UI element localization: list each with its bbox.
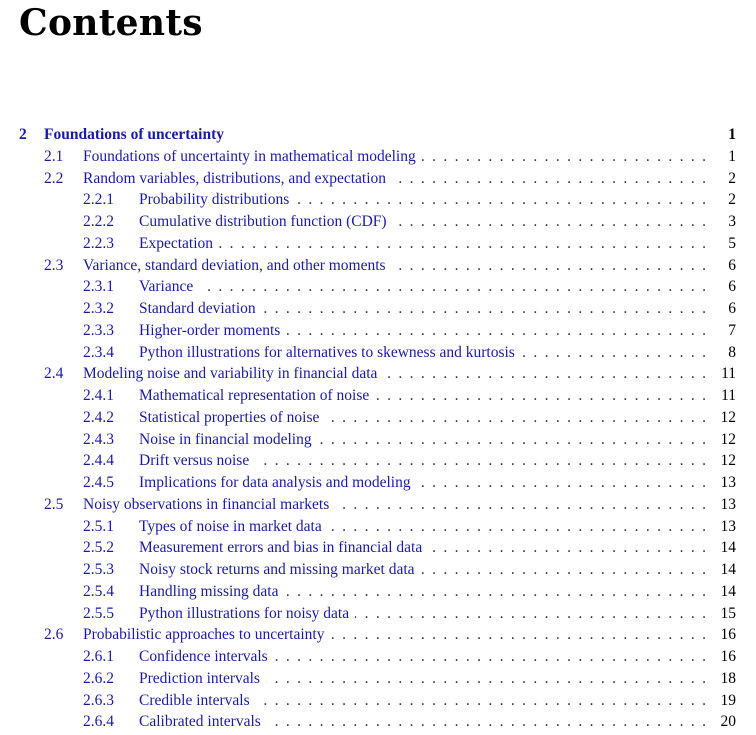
toc-section-entry[interactable] xyxy=(0,624,756,646)
toc-entry-page: 2 xyxy=(728,191,736,209)
toc-entry-page: 19 xyxy=(720,691,736,709)
toc-subsection-entry[interactable] xyxy=(0,320,756,342)
toc-subsection-entry[interactable] xyxy=(0,603,756,625)
toc-entry-number[interactable]: 2.2.1 xyxy=(83,191,114,209)
toc-leader-dots xyxy=(318,429,706,451)
toc-entry-page: 11 xyxy=(721,365,736,383)
toc-leader-dots xyxy=(267,711,706,733)
toc-entry-page: 5 xyxy=(728,234,736,252)
toc-entry-number[interactable]: 2.1 xyxy=(44,147,64,165)
toc-entry-number[interactable]: 2.2.3 xyxy=(83,234,114,252)
toc-subsection-entry[interactable] xyxy=(0,711,756,733)
toc-entries xyxy=(0,146,756,733)
toc-leader-dots xyxy=(262,298,706,320)
toc-subsection-entry[interactable] xyxy=(0,646,756,668)
toc-subsection-entry[interactable] xyxy=(0,559,756,581)
toc-entry-title[interactable]: Python illustrations for noisy data xyxy=(139,604,350,622)
toc-leader-dots xyxy=(417,472,706,494)
toc-leader-dots xyxy=(521,342,706,364)
toc-entry-title[interactable]: Probability distributions xyxy=(139,191,290,209)
page-title: Contents xyxy=(19,2,203,44)
toc-entry-number[interactable]: 2.3.1 xyxy=(83,278,114,296)
toc-subsection-entry[interactable] xyxy=(0,276,756,298)
toc-subsection-entry[interactable] xyxy=(0,429,756,451)
toc-entry-title[interactable]: Random variables, distributions, and expectation xyxy=(83,169,387,187)
toc-entry-page: 14 xyxy=(720,561,736,578)
toc-subsection-entry[interactable] xyxy=(0,668,756,690)
toc-entry-title[interactable]: Handling missing data xyxy=(139,582,279,600)
toc-entry-page: 13 xyxy=(720,495,736,513)
toc-entry-number[interactable]: 2.4.5 xyxy=(83,474,114,491)
toc-leader-dots xyxy=(375,385,706,407)
toc-entry-title[interactable]: Types of noise in market data xyxy=(139,517,322,535)
toc-subsection-entry[interactable] xyxy=(0,342,756,364)
toc-entry-page: 20 xyxy=(720,713,736,731)
toc-entry-page: 15 xyxy=(720,604,736,622)
toc-leader-dots xyxy=(295,189,706,211)
toc-entry-title[interactable]: Variance, standard deviation, and other moments xyxy=(83,256,386,274)
toc-entry-title[interactable]: Drift versus noise xyxy=(139,452,250,470)
toc-entry-title[interactable]: Statistical properties of noise xyxy=(139,408,320,426)
toc-entry-number[interactable]: 2 xyxy=(19,126,27,143)
toc-entry-title[interactable]: Higher-order moments xyxy=(139,321,281,339)
toc-leader-dots xyxy=(421,559,706,581)
toc-leader-dots xyxy=(335,494,706,516)
toc-subsection-entry[interactable] xyxy=(0,233,756,255)
toc-entry-page: 6 xyxy=(728,300,736,317)
toc-leader-dots xyxy=(393,211,706,233)
toc-entry-number[interactable]: 2.2.2 xyxy=(83,213,114,230)
toc-entry-number[interactable]: 2.4.3 xyxy=(83,430,114,448)
toc-entry-page: 6 xyxy=(728,278,736,296)
toc-entry-title[interactable]: Foundations of uncertainty xyxy=(44,126,224,143)
toc-entry-page: 2 xyxy=(728,169,736,187)
toc-entry-number[interactable]: 2.5.5 xyxy=(83,604,114,622)
toc-leader-dots xyxy=(199,276,706,298)
toc-subsection-entry[interactable] xyxy=(0,450,756,472)
toc-entry-page: 1 xyxy=(728,147,736,165)
toc-leader-dots xyxy=(325,407,706,429)
toc-entry-number[interactable]: 2.4.1 xyxy=(83,387,114,404)
toc-leader-dots xyxy=(285,581,706,603)
toc-entry-title[interactable]: Variance xyxy=(139,278,194,296)
toc-entry-number[interactable]: 2.5.1 xyxy=(83,517,114,535)
toc-entry-title[interactable]: Python illustrations for alternatives to skewness and kurtosis xyxy=(139,343,515,361)
toc-subsection-entry[interactable] xyxy=(0,516,756,538)
toc-entry-page: 13 xyxy=(720,474,736,491)
toc-section-entry[interactable] xyxy=(0,255,756,277)
toc-entry-title[interactable]: Standard deviation xyxy=(139,300,256,317)
toc-leader-dots xyxy=(328,516,706,538)
toc-leader-dots xyxy=(392,255,706,277)
toc-entry-number[interactable]: 2.4.4 xyxy=(83,452,114,470)
toc-entry-title[interactable]: Expectation xyxy=(139,234,214,252)
toc-leader-dots xyxy=(330,624,706,646)
toc-chapter-entry[interactable] xyxy=(0,124,756,146)
toc-leader-dots xyxy=(266,668,706,690)
toc-entry-title[interactable]: Probabilistic approaches to uncertainty xyxy=(83,626,325,644)
toc-entry-title[interactable]: Calibrated intervals xyxy=(139,713,261,731)
toc-entry-page: 1 xyxy=(728,126,736,143)
toc-entry-page: 12 xyxy=(720,452,736,470)
toc-subsection-entry[interactable] xyxy=(0,407,756,429)
toc-section-entry[interactable] xyxy=(0,168,756,190)
toc-entry-title[interactable]: Noisy observations in financial markets xyxy=(83,495,330,513)
toc-entry-title[interactable]: Modeling noise and variability in financial data xyxy=(83,365,378,383)
toc-entry-page: 16 xyxy=(720,626,736,644)
toc-entry-number[interactable]: 2.5.2 xyxy=(83,539,114,557)
toc-subsection-entry[interactable] xyxy=(0,581,756,603)
toc-entry-page: 8 xyxy=(728,343,736,361)
toc-leader-dots xyxy=(355,603,706,625)
toc-section-entry[interactable] xyxy=(0,494,756,516)
toc-entry-number[interactable]: 2.6.2 xyxy=(83,669,114,687)
toc-entry-title[interactable]: Measurement errors and bias in financial data xyxy=(139,539,423,557)
toc-leader-dots xyxy=(256,690,706,712)
toc-entry-number[interactable]: 2.5.3 xyxy=(83,561,114,578)
toc-entry-page: 3 xyxy=(728,213,736,230)
toc-section-entry[interactable] xyxy=(0,363,756,385)
toc-entry-page: 13 xyxy=(720,517,736,535)
toc-entry-title[interactable]: Foundations of uncertainty in mathematical modeling xyxy=(83,147,416,165)
toc-leader-dots xyxy=(392,168,706,190)
toc-entry-number[interactable]: 2.3.2 xyxy=(83,300,114,317)
toc-entry-title[interactable]: Implications for data analysis and modeling xyxy=(139,474,411,491)
toc-entry-title[interactable]: Mathematical representation of noise xyxy=(139,387,370,404)
toc-entry-title[interactable]: Noise in financial modeling xyxy=(139,430,312,448)
toc-subsection-entry[interactable] xyxy=(0,298,756,320)
toc-entry-number[interactable]: 2.6.1 xyxy=(83,648,114,665)
toc-subsection-entry[interactable] xyxy=(0,211,756,233)
toc-section-entry[interactable] xyxy=(0,146,756,168)
toc-subsection-entry[interactable] xyxy=(0,472,756,494)
toc-entry-page: 7 xyxy=(728,321,736,339)
toc-entry-page: 11 xyxy=(721,387,736,404)
toc-entry-number[interactable]: 2.2 xyxy=(44,169,64,187)
toc-leader-dots xyxy=(274,646,706,668)
toc-entry-number[interactable]: 2.5.4 xyxy=(83,582,114,600)
toc-subsection-entry[interactable] xyxy=(0,189,756,211)
toc-entry-page: 6 xyxy=(728,256,736,274)
toc-entry-number[interactable]: 2.4 xyxy=(44,365,64,383)
toc-entry-page: 12 xyxy=(720,408,736,426)
toc-leader-dots xyxy=(428,537,706,559)
toc-entry-number[interactable]: 2.6.3 xyxy=(83,691,114,709)
toc-entry-number[interactable]: 2.4.2 xyxy=(83,408,114,426)
toc-entry-number[interactable]: 2.6.4 xyxy=(83,713,114,731)
toc-entry-number[interactable]: 2.5 xyxy=(44,495,64,513)
toc-subsection-entry[interactable] xyxy=(0,690,756,712)
toc-entry-title[interactable]: Cumulative distribution function (CDF) xyxy=(139,213,387,230)
toc-entry-page: 12 xyxy=(720,430,736,448)
toc-leader-dots xyxy=(383,363,706,385)
table-of-contents xyxy=(0,124,756,733)
toc-entry-page: 18 xyxy=(720,669,736,687)
toc-leader-dots xyxy=(422,146,706,168)
toc-leader-dots xyxy=(219,233,706,255)
toc-entry-page: 14 xyxy=(720,582,736,600)
toc-leader-dots xyxy=(286,320,706,342)
toc-entry-page: 14 xyxy=(720,539,736,557)
toc-leader-dots xyxy=(255,450,706,472)
toc-entry-number[interactable]: 2.3.3 xyxy=(83,321,114,339)
toc-entry-title[interactable]: Credible intervals xyxy=(139,691,250,709)
toc-entry-title[interactable]: Noisy stock returns and missing market data xyxy=(139,561,415,578)
toc-entry-number[interactable]: 2.6 xyxy=(44,626,64,644)
toc-entry-number[interactable]: 2.3.4 xyxy=(83,343,114,361)
toc-entry-number[interactable]: 2.3 xyxy=(44,256,64,274)
toc-subsection-entry[interactable] xyxy=(0,537,756,559)
toc-subsection-entry[interactable] xyxy=(0,385,756,407)
toc-entry-page: 16 xyxy=(720,648,736,665)
toc-entry-title[interactable]: Prediction intervals xyxy=(139,669,260,687)
toc-entry-title[interactable]: Confidence intervals xyxy=(139,648,268,665)
